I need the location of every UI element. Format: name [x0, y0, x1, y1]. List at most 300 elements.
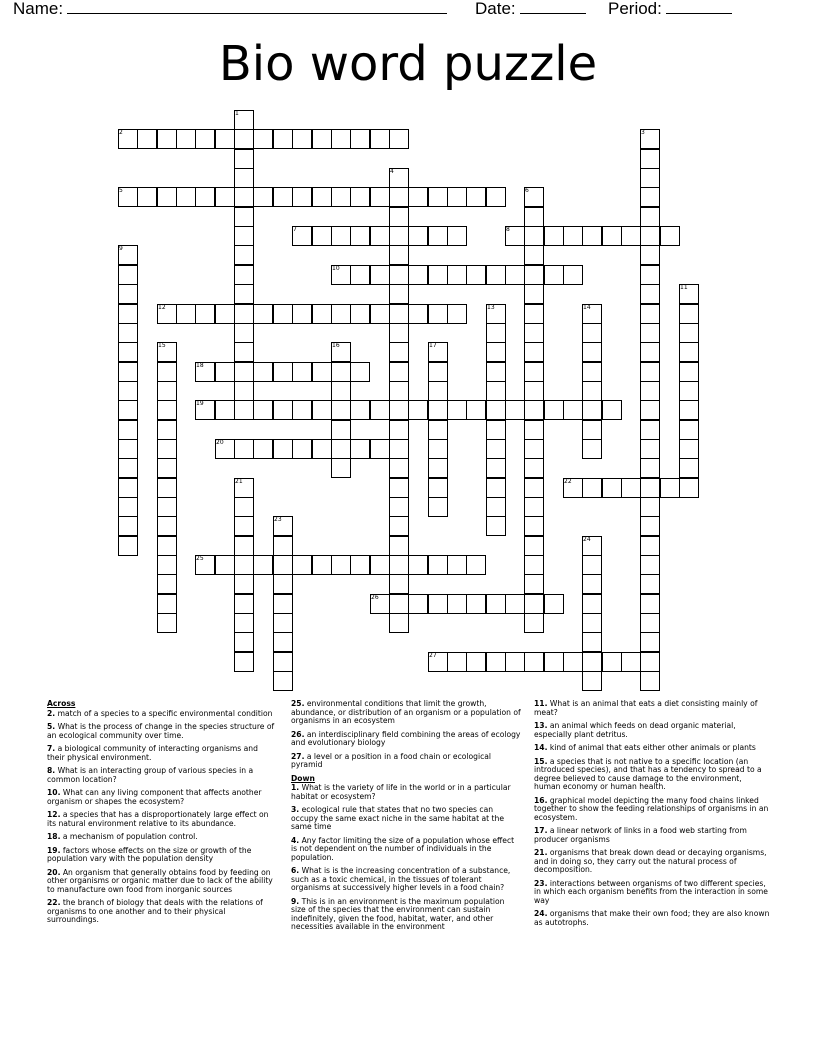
grid-cell[interactable]: [640, 516, 660, 536]
grid-cell[interactable]: [273, 574, 293, 594]
grid-cell[interactable]: [679, 458, 699, 478]
grid-cell[interactable]: [215, 129, 235, 149]
grid-cell[interactable]: [195, 555, 215, 575]
grid-cell[interactable]: [312, 304, 332, 324]
grid-cell[interactable]: [157, 439, 177, 459]
grid-cell[interactable]: [640, 323, 660, 343]
grid-cell[interactable]: [640, 226, 660, 246]
name-field[interactable]: [13, 0, 447, 19]
grid-cell[interactable]: [350, 304, 370, 324]
grid-cell[interactable]: [331, 187, 351, 207]
grid-cell[interactable]: [273, 594, 293, 614]
grid-cell[interactable]: [640, 284, 660, 304]
grid-cell[interactable]: [505, 400, 525, 420]
grid-cell[interactable]: [234, 632, 254, 652]
grid-cell[interactable]: [389, 226, 409, 246]
grid-cell[interactable]: [331, 458, 351, 478]
grid-cell[interactable]: [389, 478, 409, 498]
grid-cell[interactable]: [640, 168, 660, 188]
grid-cell[interactable]: [544, 226, 564, 246]
grid-cell[interactable]: [524, 362, 544, 382]
grid-cell[interactable]: [195, 187, 215, 207]
grid-cell[interactable]: [118, 245, 138, 265]
grid-cell[interactable]: [389, 207, 409, 227]
grid-cell[interactable]: [234, 400, 254, 420]
grid-cell[interactable]: [312, 439, 332, 459]
grid-cell[interactable]: [428, 362, 448, 382]
grid-cell[interactable]: [582, 574, 602, 594]
grid-cell[interactable]: [602, 400, 622, 420]
grid-cell[interactable]: [602, 652, 622, 672]
grid-cell[interactable]: [563, 226, 583, 246]
grid-cell[interactable]: [582, 652, 602, 672]
grid-cell[interactable]: [524, 478, 544, 498]
grid-cell[interactable]: [137, 187, 157, 207]
grid-cell[interactable]: [679, 400, 699, 420]
grid-cell[interactable]: [370, 400, 390, 420]
grid-cell[interactable]: [389, 342, 409, 362]
grid-cell[interactable]: [118, 362, 138, 382]
grid-cell[interactable]: [486, 439, 506, 459]
grid-cell[interactable]: [640, 207, 660, 227]
grid-cell[interactable]: [408, 555, 428, 575]
grid-cell[interactable]: [370, 304, 390, 324]
grid-cell[interactable]: [524, 245, 544, 265]
grid-cell[interactable]: [582, 226, 602, 246]
grid-cell[interactable]: [331, 400, 351, 420]
grid-cell[interactable]: [118, 516, 138, 536]
grid-cell[interactable]: [370, 129, 390, 149]
grid-cell[interactable]: [273, 536, 293, 556]
grid-cell[interactable]: [466, 265, 486, 285]
grid-cell[interactable]: [679, 304, 699, 324]
grid-cell[interactable]: [524, 458, 544, 478]
grid-cell[interactable]: [389, 458, 409, 478]
grid-cell[interactable]: [563, 478, 583, 498]
grid-cell[interactable]: [234, 342, 254, 362]
grid-cell[interactable]: [157, 574, 177, 594]
grid-cell[interactable]: [582, 439, 602, 459]
grid-cell[interactable]: [118, 439, 138, 459]
grid-cell[interactable]: [582, 555, 602, 575]
grid-cell[interactable]: [273, 652, 293, 672]
grid-cell[interactable]: [447, 652, 467, 672]
grid-cell[interactable]: [582, 381, 602, 401]
grid-cell[interactable]: [679, 342, 699, 362]
grid-cell[interactable]: [486, 594, 506, 614]
grid-cell[interactable]: [679, 439, 699, 459]
grid-cell[interactable]: [234, 439, 254, 459]
grid-cell[interactable]: [679, 420, 699, 440]
grid-cell[interactable]: [389, 497, 409, 517]
grid-cell[interactable]: [389, 129, 409, 149]
grid-cell[interactable]: [640, 458, 660, 478]
grid-cell[interactable]: [157, 594, 177, 614]
grid-cell[interactable]: [234, 187, 254, 207]
grid-cell[interactable]: [486, 458, 506, 478]
grid-cell[interactable]: [350, 265, 370, 285]
grid-cell[interactable]: [195, 400, 215, 420]
grid-cell[interactable]: [582, 362, 602, 382]
grid-cell[interactable]: [312, 362, 332, 382]
grid-cell[interactable]: [370, 187, 390, 207]
grid-cell[interactable]: [524, 284, 544, 304]
grid-cell[interactable]: [234, 516, 254, 536]
grid-cell[interactable]: [118, 400, 138, 420]
grid-cell[interactable]: [389, 168, 409, 188]
grid-cell[interactable]: [582, 671, 602, 691]
grid-cell[interactable]: [447, 594, 467, 614]
grid-cell[interactable]: [428, 400, 448, 420]
grid-cell[interactable]: [350, 555, 370, 575]
grid-cell[interactable]: [215, 400, 235, 420]
grid-cell[interactable]: [544, 652, 564, 672]
grid-cell[interactable]: [331, 265, 351, 285]
grid-cell[interactable]: [428, 555, 448, 575]
grid-cell[interactable]: [524, 226, 544, 246]
grid-cell[interactable]: [157, 497, 177, 517]
grid-cell[interactable]: [331, 304, 351, 324]
date-line[interactable]: [520, 0, 586, 14]
grid-cell[interactable]: [640, 187, 660, 207]
grid-cell[interactable]: [118, 420, 138, 440]
grid-cell[interactable]: [640, 536, 660, 556]
grid-cell[interactable]: [176, 304, 196, 324]
grid-cell[interactable]: [389, 574, 409, 594]
grid-cell[interactable]: [524, 304, 544, 324]
grid-cell[interactable]: [486, 304, 506, 324]
grid-cell[interactable]: [389, 400, 409, 420]
grid-cell[interactable]: [389, 594, 409, 614]
grid-cell[interactable]: [524, 420, 544, 440]
grid-cell[interactable]: [640, 652, 660, 672]
grid-cell[interactable]: [331, 362, 351, 382]
grid-cell[interactable]: [640, 478, 660, 498]
grid-cell[interactable]: [602, 478, 622, 498]
grid-cell[interactable]: [505, 652, 525, 672]
grid-cell[interactable]: [486, 516, 506, 536]
grid-cell[interactable]: [370, 226, 390, 246]
grid-cell[interactable]: [118, 458, 138, 478]
grid-cell[interactable]: [640, 671, 660, 691]
grid-cell[interactable]: [157, 613, 177, 633]
grid-cell[interactable]: [428, 226, 448, 246]
grid-cell[interactable]: [524, 497, 544, 517]
grid-cell[interactable]: [389, 245, 409, 265]
grid-cell[interactable]: [253, 304, 273, 324]
grid-cell[interactable]: [505, 226, 525, 246]
grid-cell[interactable]: [176, 187, 196, 207]
grid-cell[interactable]: [389, 613, 409, 633]
grid-cell[interactable]: [428, 187, 448, 207]
grid-cell[interactable]: [234, 323, 254, 343]
grid-cell[interactable]: [118, 323, 138, 343]
grid-cell[interactable]: [389, 187, 409, 207]
grid-cell[interactable]: [389, 304, 409, 324]
grid-cell[interactable]: [524, 536, 544, 556]
grid-cell[interactable]: [640, 245, 660, 265]
grid-cell[interactable]: [408, 226, 428, 246]
grid-cell[interactable]: [640, 594, 660, 614]
grid-cell[interactable]: [428, 594, 448, 614]
grid-cell[interactable]: [428, 342, 448, 362]
grid-cell[interactable]: [331, 226, 351, 246]
grid-cell[interactable]: [408, 400, 428, 420]
period-field[interactable]: [608, 0, 732, 19]
grid-cell[interactable]: [524, 613, 544, 633]
grid-cell[interactable]: [157, 342, 177, 362]
grid-cell[interactable]: [350, 226, 370, 246]
grid-cell[interactable]: [157, 304, 177, 324]
grid-cell[interactable]: [389, 439, 409, 459]
grid-cell[interactable]: [679, 381, 699, 401]
grid-cell[interactable]: [253, 400, 273, 420]
grid-cell[interactable]: [234, 594, 254, 614]
grid-cell[interactable]: [447, 555, 467, 575]
grid-cell[interactable]: [312, 187, 332, 207]
grid-cell[interactable]: [640, 613, 660, 633]
grid-cell[interactable]: [176, 129, 196, 149]
grid-cell[interactable]: [505, 594, 525, 614]
grid-cell[interactable]: [428, 439, 448, 459]
grid-cell[interactable]: [486, 400, 506, 420]
grid-cell[interactable]: [466, 594, 486, 614]
grid-cell[interactable]: [331, 129, 351, 149]
date-field[interactable]: [475, 0, 586, 19]
grid-cell[interactable]: [486, 187, 506, 207]
grid-cell[interactable]: [486, 420, 506, 440]
grid-cell[interactable]: [640, 497, 660, 517]
grid-cell[interactable]: [234, 110, 254, 130]
grid-cell[interactable]: [466, 555, 486, 575]
grid-cell[interactable]: [157, 478, 177, 498]
grid-cell[interactable]: [544, 594, 564, 614]
grid-cell[interactable]: [524, 555, 544, 575]
grid-cell[interactable]: [292, 304, 312, 324]
grid-cell[interactable]: [118, 478, 138, 498]
grid-cell[interactable]: [234, 245, 254, 265]
grid-cell[interactable]: [157, 516, 177, 536]
grid-cell[interactable]: [273, 516, 293, 536]
grid-cell[interactable]: [640, 574, 660, 594]
grid-cell[interactable]: [273, 187, 293, 207]
grid-cell[interactable]: [215, 304, 235, 324]
grid-cell[interactable]: [234, 284, 254, 304]
grid-cell[interactable]: [486, 362, 506, 382]
grid-cell[interactable]: [350, 187, 370, 207]
grid-cell[interactable]: [157, 420, 177, 440]
grid-cell[interactable]: [563, 265, 583, 285]
grid-cell[interactable]: [253, 439, 273, 459]
grid-cell[interactable]: [660, 226, 680, 246]
grid-cell[interactable]: [544, 400, 564, 420]
grid-cell[interactable]: [486, 497, 506, 517]
grid-cell[interactable]: [524, 342, 544, 362]
grid-cell[interactable]: [640, 420, 660, 440]
grid-cell[interactable]: [524, 207, 544, 227]
grid-cell[interactable]: [118, 265, 138, 285]
grid-cell[interactable]: [389, 323, 409, 343]
grid-cell[interactable]: [234, 381, 254, 401]
grid-cell[interactable]: [234, 536, 254, 556]
grid-cell[interactable]: [640, 362, 660, 382]
period-line[interactable]: [666, 0, 732, 14]
grid-cell[interactable]: [273, 613, 293, 633]
grid-cell[interactable]: [621, 226, 641, 246]
grid-cell[interactable]: [486, 652, 506, 672]
grid-cell[interactable]: [428, 420, 448, 440]
grid-cell[interactable]: [118, 536, 138, 556]
grid-cell[interactable]: [428, 265, 448, 285]
grid-cell[interactable]: [582, 400, 602, 420]
grid-cell[interactable]: [486, 478, 506, 498]
grid-cell[interactable]: [350, 129, 370, 149]
grid-cell[interactable]: [486, 381, 506, 401]
grid-cell[interactable]: [157, 129, 177, 149]
name-line[interactable]: [67, 0, 447, 14]
grid-cell[interactable]: [118, 284, 138, 304]
grid-cell[interactable]: [389, 381, 409, 401]
grid-cell[interactable]: [582, 613, 602, 633]
grid-cell[interactable]: [157, 362, 177, 382]
grid-cell[interactable]: [234, 149, 254, 169]
grid-cell[interactable]: [563, 652, 583, 672]
grid-cell[interactable]: [157, 458, 177, 478]
grid-cell[interactable]: [679, 478, 699, 498]
grid-cell[interactable]: [292, 362, 312, 382]
grid-cell[interactable]: [118, 129, 138, 149]
grid-cell[interactable]: [234, 207, 254, 227]
grid-cell[interactable]: [447, 304, 467, 324]
grid-cell[interactable]: [486, 342, 506, 362]
grid-cell[interactable]: [408, 265, 428, 285]
grid-cell[interactable]: [195, 129, 215, 149]
grid-cell[interactable]: [331, 439, 351, 459]
grid-cell[interactable]: [524, 574, 544, 594]
grid-cell[interactable]: [370, 439, 390, 459]
grid-cell[interactable]: [582, 478, 602, 498]
grid-cell[interactable]: [331, 342, 351, 362]
grid-cell[interactable]: [524, 516, 544, 536]
grid-cell[interactable]: [640, 381, 660, 401]
grid-cell[interactable]: [234, 304, 254, 324]
grid-cell[interactable]: [428, 478, 448, 498]
grid-cell[interactable]: [486, 323, 506, 343]
grid-cell[interactable]: [273, 555, 293, 575]
grid-cell[interactable]: [234, 168, 254, 188]
grid-cell[interactable]: [312, 129, 332, 149]
grid-cell[interactable]: [447, 265, 467, 285]
grid-cell[interactable]: [447, 226, 467, 246]
grid-cell[interactable]: [486, 265, 506, 285]
grid-cell[interactable]: [524, 439, 544, 459]
grid-cell[interactable]: [157, 187, 177, 207]
grid-cell[interactable]: [428, 458, 448, 478]
grid-cell[interactable]: [582, 420, 602, 440]
grid-cell[interactable]: [505, 265, 525, 285]
grid-cell[interactable]: [602, 226, 622, 246]
grid-cell[interactable]: [447, 400, 467, 420]
grid-cell[interactable]: [640, 342, 660, 362]
grid-cell[interactable]: [679, 284, 699, 304]
grid-cell[interactable]: [234, 129, 254, 149]
grid-cell[interactable]: [253, 187, 273, 207]
grid-cell[interactable]: [215, 187, 235, 207]
grid-cell[interactable]: [640, 632, 660, 652]
grid-cell[interactable]: [582, 536, 602, 556]
grid-cell[interactable]: [273, 129, 293, 149]
grid-cell[interactable]: [428, 381, 448, 401]
grid-cell[interactable]: [524, 187, 544, 207]
grid-cell[interactable]: [253, 555, 273, 575]
grid-cell[interactable]: [157, 555, 177, 575]
grid-cell[interactable]: [563, 400, 583, 420]
grid-cell[interactable]: [292, 129, 312, 149]
grid-cell[interactable]: [524, 265, 544, 285]
grid-cell[interactable]: [582, 632, 602, 652]
grid-cell[interactable]: [234, 613, 254, 633]
grid-cell[interactable]: [466, 400, 486, 420]
grid-cell[interactable]: [312, 226, 332, 246]
grid-cell[interactable]: [234, 497, 254, 517]
grid-cell[interactable]: [292, 226, 312, 246]
grid-cell[interactable]: [524, 652, 544, 672]
grid-cell[interactable]: [621, 652, 641, 672]
grid-cell[interactable]: [273, 439, 293, 459]
grid-cell[interactable]: [331, 420, 351, 440]
grid-cell[interactable]: [640, 400, 660, 420]
grid-cell[interactable]: [331, 555, 351, 575]
grid-cell[interactable]: [292, 555, 312, 575]
grid-cell[interactable]: [389, 516, 409, 536]
grid-cell[interactable]: [640, 149, 660, 169]
grid-cell[interactable]: [679, 362, 699, 382]
grid-cell[interactable]: [273, 632, 293, 652]
grid-cell[interactable]: [370, 555, 390, 575]
grid-cell[interactable]: [350, 400, 370, 420]
grid-cell[interactable]: [195, 362, 215, 382]
grid-cell[interactable]: [466, 187, 486, 207]
grid-cell[interactable]: [640, 304, 660, 324]
grid-cell[interactable]: [428, 304, 448, 324]
grid-cell[interactable]: [350, 362, 370, 382]
grid-cell[interactable]: [640, 439, 660, 459]
grid-cell[interactable]: [621, 478, 641, 498]
grid-cell[interactable]: [137, 129, 157, 149]
grid-cell[interactable]: [215, 439, 235, 459]
grid-cell[interactable]: [273, 362, 293, 382]
grid-cell[interactable]: [157, 381, 177, 401]
grid-cell[interactable]: [292, 439, 312, 459]
grid-cell[interactable]: [118, 342, 138, 362]
grid-cell[interactable]: [370, 594, 390, 614]
grid-cell[interactable]: [118, 497, 138, 517]
grid-cell[interactable]: [524, 323, 544, 343]
grid-cell[interactable]: [640, 265, 660, 285]
grid-cell[interactable]: [350, 439, 370, 459]
grid-cell[interactable]: [389, 536, 409, 556]
grid-cell[interactable]: [234, 652, 254, 672]
grid-cell[interactable]: [408, 187, 428, 207]
grid-cell[interactable]: [312, 400, 332, 420]
grid-cell[interactable]: [292, 400, 312, 420]
grid-cell[interactable]: [234, 555, 254, 575]
grid-cell[interactable]: [389, 284, 409, 304]
grid-cell[interactable]: [660, 478, 680, 498]
grid-cell[interactable]: [253, 129, 273, 149]
grid-cell[interactable]: [118, 187, 138, 207]
grid-cell[interactable]: [215, 555, 235, 575]
